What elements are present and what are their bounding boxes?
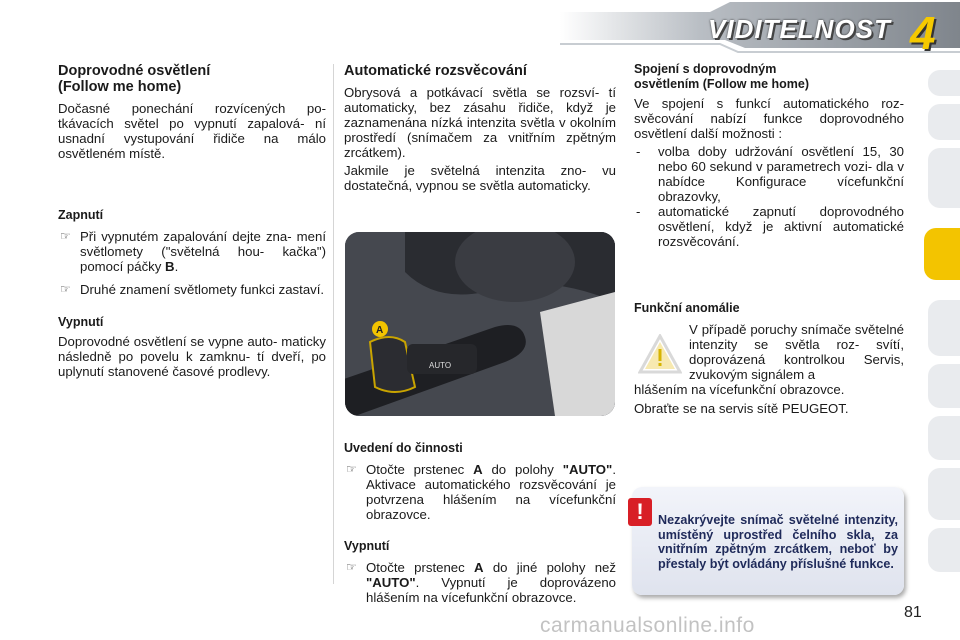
chapter-tab-9[interactable] <box>928 528 960 572</box>
warning-triangle-icon <box>638 334 682 374</box>
auto-lighting-p2: Jakmile je světelná intenzita zno- vu dostatečná, vypnou se světla automaticky. <box>344 163 616 193</box>
auto-lighting-heading: Automatické rozsvěcování <box>344 63 527 79</box>
left-column <box>58 63 326 379</box>
auto-position-label: AUTO <box>429 361 452 370</box>
pointing-hand-icon: ☞ <box>346 462 357 476</box>
middle-column-lower <box>344 441 616 605</box>
chapter-tab-3[interactable] <box>928 148 960 208</box>
chapter-title: VIDITELNOST <box>708 14 891 44</box>
pointing-hand-icon: ☞ <box>60 229 71 243</box>
auto-lighting-p1: Obrysová a potkávací světla se rozsví- tí automaticky, bez zásahu řidiče, když je zaznamenána nízká intenzita světla v okolním prostředí (snímačem za vnitřním zpětným zrcátkem). <box>344 85 616 160</box>
warning-text: Nezakrývejte snímač světelné intenzity, umístěný uprostřed čelního skla, za vnitřním zpětným zrcátkem, neboť by přestaly být ovládány příslušné funkce. <box>658 513 898 571</box>
chapter-tab-6[interactable] <box>928 364 960 408</box>
chapter-number: 4 <box>910 7 936 59</box>
chapter-tab-4-active[interactable] <box>924 228 960 280</box>
middle-column <box>344 63 616 193</box>
chapter-tab-2[interactable] <box>928 104 960 140</box>
fault-text-2: hlášením na vícefunkční obrazovce. <box>634 382 845 397</box>
chapter-tab-7[interactable] <box>928 416 960 460</box>
combined-intro: Ve spojení s funkcí automatického roz- svěcování nabízí funkce doprovodného osvětlení další možnosti : <box>634 96 904 141</box>
option-1: - volba doby udržování osvětlení 15, 30 nebo 60 sekund v parametrech vozi- dla v nabídce Konfigurace vícefunkční obrazovky, <box>636 144 904 204</box>
column-divider <box>333 64 334 584</box>
page-number: 81 <box>904 604 922 621</box>
activation-step: ☞ Otočte prstenec A do polohy "AUTO". Aktivace automatického rozsvěcování je potvrzena hlášením na vícefunkční obrazovce. <box>346 462 616 522</box>
exclamation-icon: ! <box>628 498 652 526</box>
fault-section <box>634 301 904 416</box>
chapter-tab-8[interactable] <box>928 468 960 520</box>
light-stalk-photo <box>345 232 615 416</box>
activation-heading: Uvedení do činnosti <box>344 441 463 455</box>
on-step-2: ☞ Druhé znamení světlomety funkci zastaví. <box>60 282 325 297</box>
option-2: - automatické zapnutí doprovodného osvětlení, když je aktivní automatické rozsvěcování. <box>636 204 904 249</box>
fault-text: V případě poruchy snímače světelné intenzity se světla roz- svítí, doprovázená kontrolkou Servis, zvukovým signálem a <box>689 322 904 382</box>
off-heading: Vypnutí <box>58 315 104 329</box>
right-column <box>634 62 904 249</box>
light-stalk-illustration <box>345 232 615 416</box>
fault-heading: Funkční anomálie <box>634 301 740 315</box>
pointing-hand-icon: ☞ <box>60 282 71 296</box>
chapter-tab-5[interactable] <box>928 300 960 356</box>
chapter-tab-1[interactable] <box>928 70 960 96</box>
fault-service: Obraťte se na servis sítě PEUGEOT. <box>634 401 849 416</box>
watermark: carmanualsonline.info <box>540 614 755 637</box>
follow-me-home-heading: Doprovodné osvětlení (Follow me home) <box>58 63 211 95</box>
combined-heading: Spojení s doprovodným osvětlením (Follow me home) <box>634 62 810 91</box>
deactivation-heading: Vypnutí <box>344 539 390 553</box>
on-step-1: ☞ Při vypnutém zapalování dejte zna- mení světlomety ("světelná hou- kačka") pomocí páčky B. <box>60 229 326 274</box>
pointing-hand-icon: ☞ <box>346 560 357 574</box>
on-heading: Zapnutí <box>58 208 104 222</box>
off-text: Doprovodné osvětlení se vypne auto- maticky následně po povelu k zamknu- tí dveří, po uplynutí stanovené časové prodlevy. <box>58 334 326 379</box>
deactivation-step: ☞ Otočte prstenec A do jiné polohy než "AUTO". Vypnutí je doprovázeno hlášením na vícefunkční obrazovce. <box>346 560 616 605</box>
follow-me-home-intro: Dočasné ponechání rozvícených po- tkávacích světel po vypnutí zapalová- ní usnadní vystupování řidiče na málo osvětleném místě. <box>58 101 326 161</box>
ring-a-label: A <box>376 325 384 336</box>
